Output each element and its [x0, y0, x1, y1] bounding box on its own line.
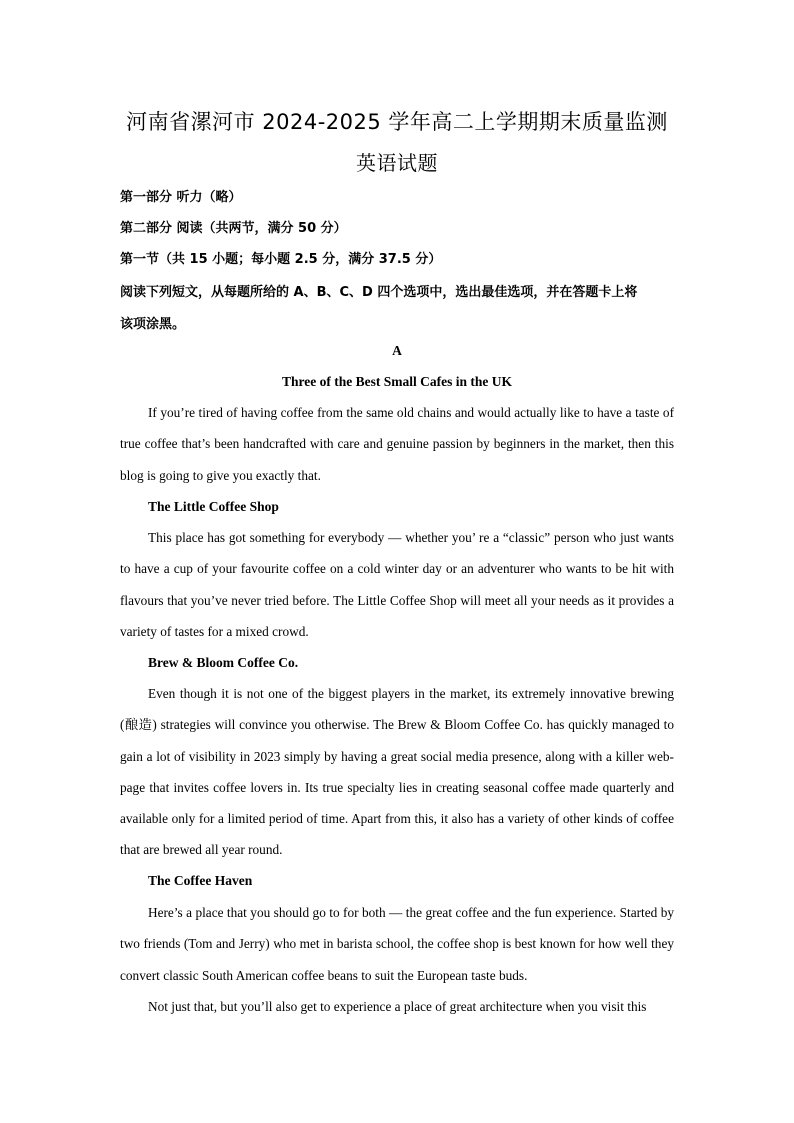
- section1-label: 第一节（共 15 小题；每小题 2.5 分，满分 37.5 分）: [120, 252, 442, 267]
- directions-line1: 阅读下列短文，从每题所给的 A、B、C、D 四个选项中，选出最佳选项，并在答题卡上将: [120, 285, 638, 300]
- part1-label: 第一部分 听力（略）: [120, 190, 242, 205]
- section-heading-brew-bloom: Brew & Bloom Coffee Co.: [148, 655, 299, 670]
- intro-paragraph: If you’re tired of having coffee from the same old chains and would actually like to have a taste of true coffee that’s been handcrafted with care and genuine passion by beginners in the market, then this blog is going to give you exactly that.: [120, 405, 674, 483]
- passage-title: Three of the Best Small Cafes in the UK: [282, 374, 512, 389]
- section-text-brew-bloom: Even though it is not one of the biggest players in the market, its extremely innovative brewing (酿造) strategies will convince you otherwise. The Brew & Bloom Coffee Co. has quickly managed to gain a lot of visibility in 2023 simply by having a great social media presence, along with a killer web-page that invites coffee lovers in. Its true specialty lies in creating seasonal coffee made quarterly and available only for a limited period of time. Apart from this, it also has a variety of other kinds of coffee that are brewed all year round.: [120, 686, 674, 858]
- section-text-coffee-haven: Here’s a place that you should go to for both — the great coffee and the fun experience. Started by two friends (Tom and Jerry) who met in barista school, the coffee shop is best known for how well they convert classic South American coffee beans to suit the European taste buds.: [120, 905, 674, 983]
- section-heading-coffee-haven: The Coffee Haven: [148, 873, 253, 888]
- section-heading-little-coffee-shop: The Little Coffee Shop: [148, 499, 279, 514]
- part2-label: 第二部分 阅读（共两节，满分 50 分）: [120, 221, 347, 236]
- section-text-coffee-haven-continued: Not just that, but you’ll also get to experience a place of great architecture when you visit this: [148, 999, 647, 1014]
- directions-line2: 该项涂黑。: [120, 317, 186, 332]
- passage-label: A: [392, 343, 402, 358]
- section-text-little-coffee-shop: This place has got something for everybody — whether you’ re a “classic” person who just wants to have a cup of your favourite coffee on a cold winter day or an adventurer who wants to be hit with flavours that you’ve never tried before. The Little Coffee Shop will meet all your needs as it provides a variety of tastes for a mixed crowd.: [120, 530, 674, 639]
- document-title: 河南省漯河市 2024-2025 学年高二上学期期末质量监测: [126, 110, 668, 134]
- document-subtitle: 英语试题: [356, 151, 438, 175]
